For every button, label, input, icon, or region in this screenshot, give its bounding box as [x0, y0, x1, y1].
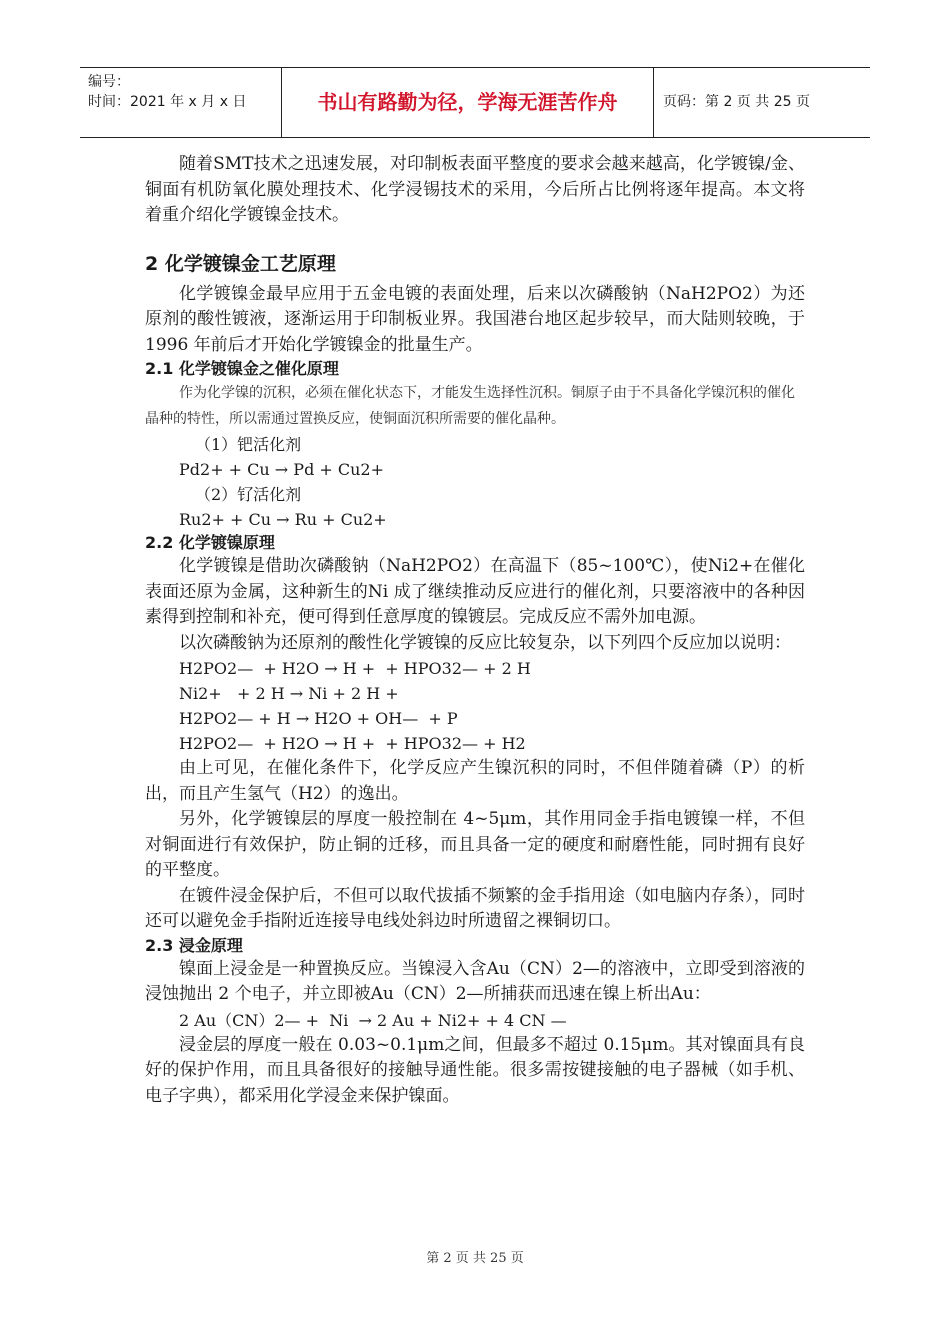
equation-gold: 2 Au（CN）2— + Ni → 2 Au + Ni2+ + 4 CN — — [179, 1010, 567, 1030]
header-number-label: 编号： — [88, 74, 130, 90]
section-2-3-paragraph-1: 镍面上浸金是一种置换反应。当镍浸入含Au（CN）2—的溶液中，立即受到溶液的浸蚀抛出 2 个电子，并立即被Au（CN）2—所捕获而迅速在镍上析出Au： — [145, 958, 805, 1004]
equation-1: H2PO2— + H2O → H + + HPO32— + 2 H — [179, 659, 531, 678]
section-2-2-title: 2.2 化学镀镍原理 — [145, 533, 275, 552]
equation-4: H2PO2— + H2O → H + + HPO32— + H2 — [179, 734, 526, 753]
section-2-1-paragraph: 作为化学镍的沉积，必须在催化状态下，才能发生选择性沉积。铜原子由于不具备化学镍沉积的催化晶种的特性，所以需通过置换反应，使铜面沉积所需要的催化晶种。 — [145, 385, 795, 427]
section-2-paragraph: 化学镀镍金最早应用于五金电镀的表面处理，后来以次磷酸钠（NaH2PO2）为还原剂的酸性镀液，逐渐运用于印制板业界。我国港台地区起步较早，而大陆则较晚，于 1996 年前后才开始化学镀镍金的批量生产。 — [145, 283, 805, 355]
section-2-2-paragraph-1: 化学镀镍是借助次磷酸钠（NaH2PO2）在高温下（85~100℃），使Ni2+在催化表面还原为金属，这种新生的Ni 成了继续推动反应进行的催化剂，只要溶液中的各种因素得到控制和补充，便可得到任意厚度的镍镀层。完成反应不需外加电源。 — [145, 556, 805, 627]
equation-3: H2PO2— + H → H2O + OH— + P — [179, 709, 458, 728]
intro-paragraph: 随着SMT技术之迅速发展，对印制板表面平整度的要求会越来越高，化学镀镍/金、铜面有机防氧化膜处理技术、化学浸锡技术的采用，今后所占比例将逐年提高。本文将着重介绍化学镀镍金技术。 — [145, 154, 805, 225]
section-2-3-paragraph-2: 浸金层的厚度一般在 0.03~0.1μm之间，但最多不超过 0.15μm。其对镍面具有良好的保护作用，而且具备很好的接触导通性能。很多需按键接触的电子器械（如手机、电子字典），都采用化学浸金来保护镍面。 — [145, 1034, 805, 1106]
document-body — [145, 152, 805, 1109]
section-2-2-paragraph-5: 在镀件浸金保护后，不但可以取代拔插不频繁的金手指用途（如电脑内存条），同时还可以避免金手指附近连接导电线处斜边时所遗留之裸铜切口。 — [145, 885, 805, 931]
section-2-1-item-2: （2）钌活化剂 — [195, 485, 302, 504]
page-footer: 第 2 页 共 25 页 — [426, 1251, 524, 1266]
header-motto: 书山有路勤为径，学海无涯苦作舟 — [282, 68, 654, 137]
header-date-label: 时间：2021 年 x 月 x 日 — [88, 94, 247, 110]
section-2-2-paragraph-3: 由上可见，在催化条件下，化学反应产生镍沉积的同时，不但伴随着磷（P）的析出，而且产生氢气（H2）的逸出。 — [145, 758, 805, 804]
section-2-1-item-1: （1）钯活化剂 — [195, 435, 302, 454]
section-2-3-title: 2.3 浸金原理 — [145, 935, 243, 955]
section-2-title: 2 化学镀镍金工艺原理 — [145, 252, 336, 275]
equation-pd: Pd2+ + Cu → Pd + Cu2+ — [179, 460, 385, 479]
equation-ru: Ru2+ + Cu → Ru + Cu2+ — [179, 510, 387, 529]
section-2-2-paragraph-4: 另外，化学镀镍层的厚度一般控制在 4~5μm，其作用同金手指电镀镍一样，不但对铜面进行有效保护，防止铜的迁移，而且具备一定的硬度和耐磨性能，同时拥有良好的平整度。 — [145, 809, 805, 880]
section-2-1-title: 2.1 化学镀镍金之催化原理 — [145, 359, 339, 378]
equation-2: Ni2+ + 2 H → Ni + 2 H + — [179, 684, 399, 703]
header-info-cell — [80, 68, 282, 137]
section-2-2-paragraph-2: 以次磷酸钠为还原剂的酸性化学镀镍的反应比较复杂，以下列四个反应加以说明： — [179, 632, 791, 653]
page-header — [80, 67, 870, 138]
header-page-label: 页码：第 2 页 共 25 页 — [663, 94, 810, 110]
